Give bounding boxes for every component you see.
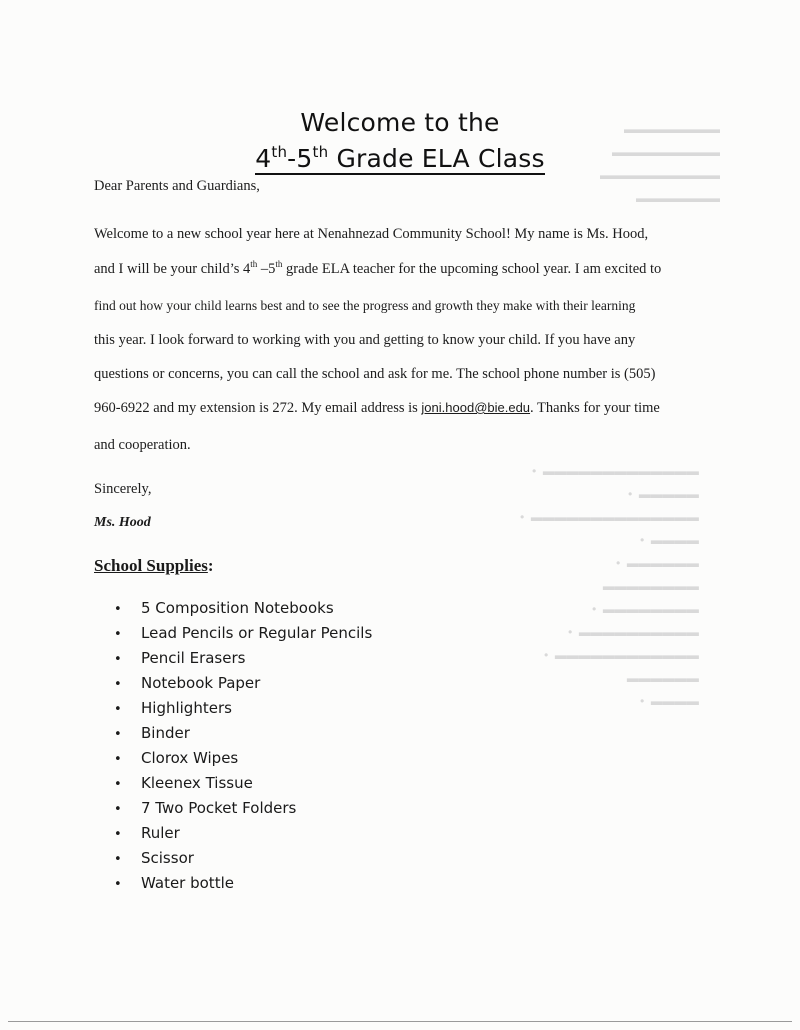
page-bottom-edge bbox=[8, 1021, 792, 1022]
bullet-icon: • bbox=[114, 852, 122, 867]
supplies-heading-colon: : bbox=[207, 556, 214, 575]
letter-line-4: this year. I look forward to working with you and getting to know your child. If you have any bbox=[94, 332, 636, 348]
supply-item-label: Clorox Wipes bbox=[141, 749, 239, 767]
letter-line-1: Welcome to a new school year here at Nenahnezad Community School! My name is Ms. Hood, bbox=[94, 226, 649, 242]
bleed-through-block-list: ▬▬▬▬▬▬▬▬▬▬▬▬▬ • ▬▬▬▬▬ • ▬▬▬▬▬▬▬▬▬▬▬▬▬▬ • ▬▬▬▬ • ▬▬▬▬▬▬ • ▬▬▬▬▬▬▬▬ ▬▬▬▬▬▬▬▬ • ▬▬▬▬▬▬▬▬▬▬ • ▬▬▬▬▬▬▬▬▬▬▬▬ • ▬▬▬▬▬▬ ▬▬▬▬ • bbox=[520, 464, 699, 708]
supply-item bbox=[114, 871, 372, 896]
grade-dash: -5 bbox=[287, 144, 313, 173]
bullet-icon: • bbox=[114, 677, 122, 692]
grade-rest: Grade ELA Class bbox=[328, 144, 545, 173]
supply-item bbox=[114, 696, 372, 721]
supply-item bbox=[114, 771, 372, 796]
letter-line-2-a: and I will be your child’s 4 bbox=[94, 261, 251, 277]
supply-item-label: 7 Two Pocket Folders bbox=[141, 799, 297, 817]
supply-item-label: Kleenex Tissue bbox=[141, 774, 253, 792]
grade-end-superscript: th bbox=[312, 143, 329, 161]
grade-start: 4 bbox=[255, 144, 272, 173]
supply-item bbox=[114, 721, 372, 746]
supplies-heading bbox=[94, 556, 214, 576]
supplies-heading-text: School Supplies bbox=[94, 556, 208, 575]
bullet-icon: • bbox=[114, 602, 122, 617]
supply-item bbox=[114, 846, 372, 871]
bullet-icon: • bbox=[114, 877, 122, 892]
supply-item bbox=[114, 796, 372, 821]
letter-line-2-sup-2: th bbox=[275, 259, 283, 269]
supply-item-label: Water bottle bbox=[141, 874, 234, 892]
bullet-icon: • bbox=[114, 802, 122, 817]
supply-item bbox=[114, 746, 372, 771]
letter-line-2-b: –5 bbox=[257, 261, 276, 277]
page-subtitle bbox=[0, 144, 800, 173]
supply-item-label: Highlighters bbox=[141, 699, 232, 717]
closing: Sincerely, bbox=[94, 481, 152, 497]
letter-line-3: find out how your child learns best and to see the progress and growth they make with their learning bbox=[94, 298, 636, 313]
letter-line-2-sup-1: th bbox=[250, 259, 258, 269]
supply-item-label: Lead Pencils or Regular Pencils bbox=[141, 624, 373, 642]
supply-item-label: 5 Composition Notebooks bbox=[141, 599, 334, 617]
salutation: Dear Parents and Guardians, bbox=[94, 178, 260, 194]
letter-line-6-b: . Thanks for your time bbox=[530, 400, 660, 416]
bullet-icon: • bbox=[114, 752, 122, 767]
bullet-icon: • bbox=[114, 702, 122, 717]
page-title: Welcome to the bbox=[300, 108, 500, 137]
bleed-through-block-top: ▬▬▬▬▬▬▬▬ ▬▬▬▬▬▬▬▬▬ ▬▬▬▬▬▬▬▬▬▬ ▬▬▬▬▬▬▬ bbox=[600, 122, 720, 205]
supply-item-label: Pencil Erasers bbox=[141, 649, 246, 667]
letter-line-6 bbox=[94, 400, 694, 417]
bullet-icon: • bbox=[114, 627, 122, 642]
supply-item bbox=[114, 646, 372, 671]
supply-item-label: Notebook Paper bbox=[141, 674, 261, 692]
supply-item bbox=[114, 596, 372, 621]
letter-line-2 bbox=[94, 261, 694, 278]
signature: Ms. Hood bbox=[94, 515, 151, 530]
supply-item bbox=[114, 621, 372, 646]
supply-item bbox=[114, 821, 372, 846]
letter-line-5: questions or concerns, you can call the school and ask for me. The school phone number is (505) bbox=[94, 366, 656, 382]
letter-line-2-c: grade ELA teacher for the upcoming school year. I am excited to bbox=[282, 261, 662, 277]
supply-list bbox=[114, 596, 372, 896]
bullet-icon: • bbox=[114, 727, 122, 742]
letter-line-7: and cooperation. bbox=[94, 437, 191, 453]
supply-item-label: Scissor bbox=[141, 849, 194, 867]
bullet-icon: • bbox=[114, 777, 122, 792]
supply-item-label: Binder bbox=[141, 724, 190, 742]
email-link[interactable]: joni.hood@bie.edu bbox=[421, 400, 531, 415]
letter-line-6-a: 960-6922 and my extension is 272. My email address is bbox=[94, 400, 422, 416]
supply-item-label: Ruler bbox=[141, 824, 180, 842]
bullet-icon: • bbox=[114, 652, 122, 667]
grade-start-superscript: th bbox=[271, 143, 288, 161]
bullet-icon: • bbox=[114, 827, 122, 842]
supply-item bbox=[114, 671, 372, 696]
